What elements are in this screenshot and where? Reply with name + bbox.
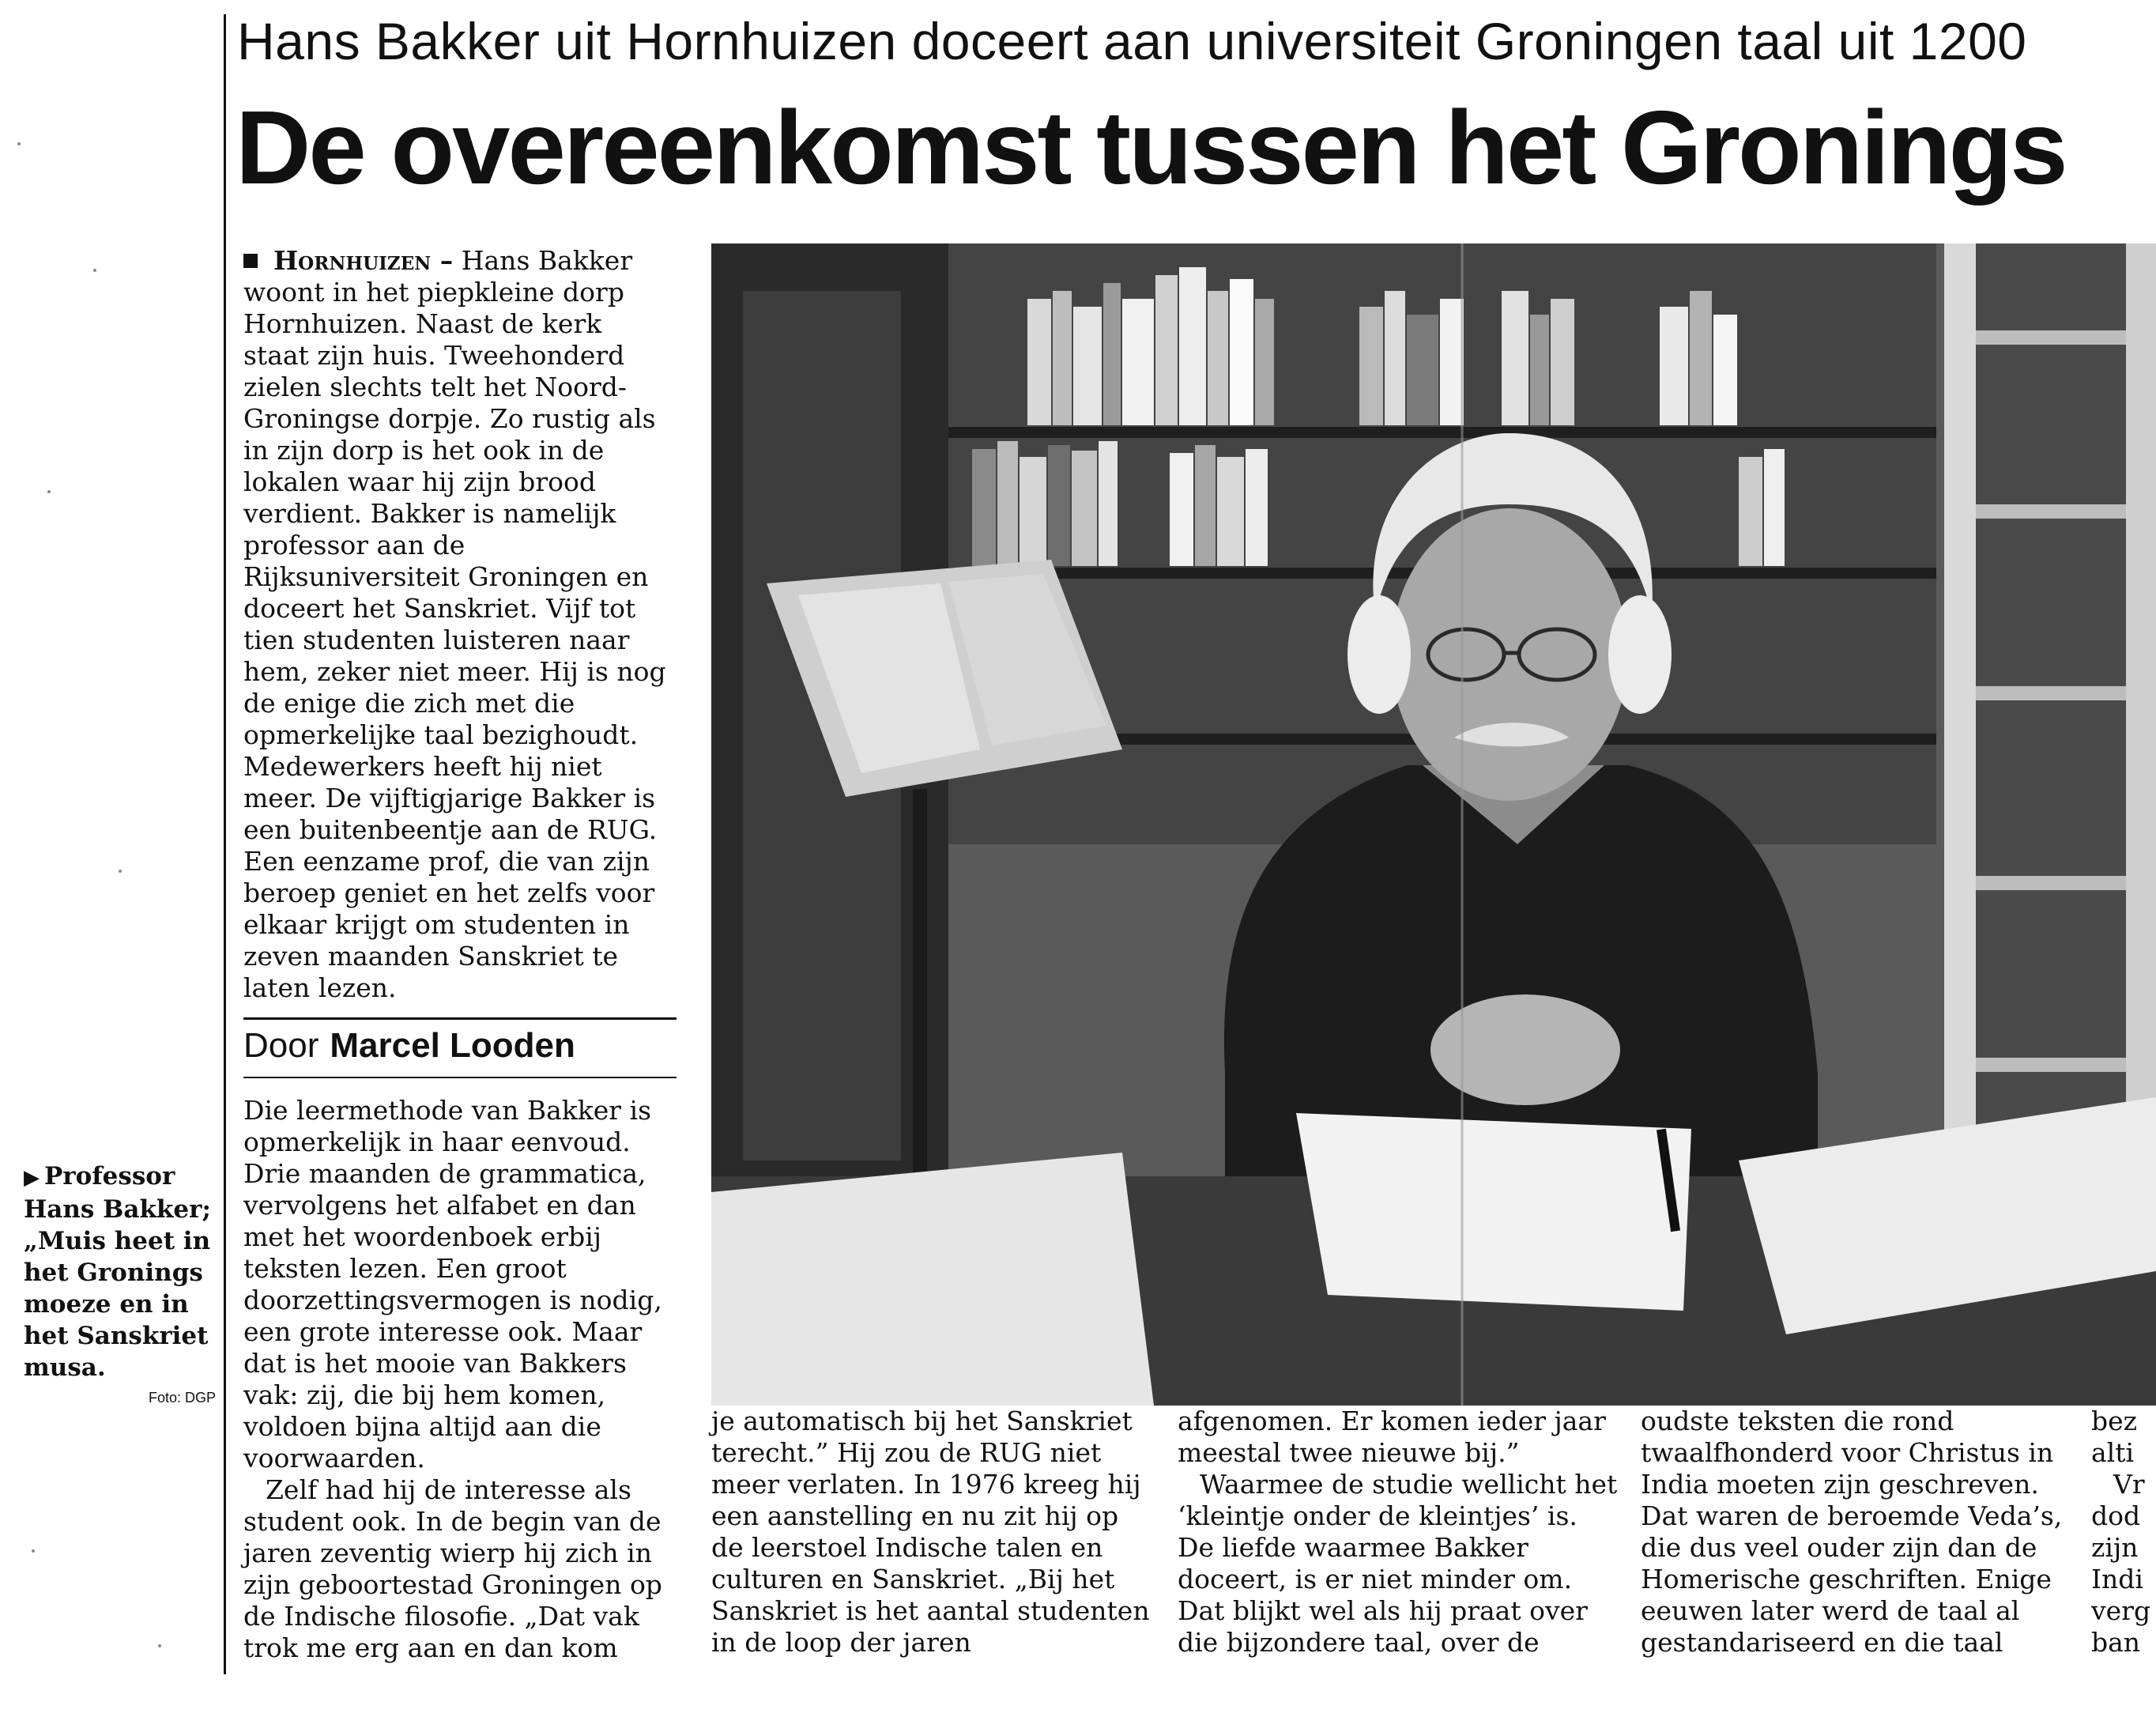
article-column-2 [711,1406,1154,1659]
caption-line: moeze en in [24,1290,189,1319]
scan-speck [17,142,21,145]
caption-line: Hans Bakker; [24,1195,211,1224]
body-fragment: dod [2091,1500,2141,1531]
article-column-3 [1178,1406,1620,1659]
scan-speck [93,269,96,272]
body-fragment: ban [2091,1627,2141,1658]
photo-credit: Foto: DGP [149,1390,217,1406]
scan-speck [32,1549,35,1553]
scan-speck [158,1644,161,1647]
article-column-1 [243,1095,678,1664]
bullet-square-icon [243,254,258,268]
article-column-5 [2091,1406,2156,1659]
photo-caption [24,1160,221,1383]
body-fragment: alti [2091,1437,2135,1468]
caption-line: het Sanskriet [24,1322,209,1350]
body-paragraph: Die leermethode van Bakker is opmerkelijk in haar eenvoud. Drie maanden de grammatica, vervolgens het alfabet en dan met het woordenboek erbij teksten lezen. Een groot doorzettingsvermogen is nodig, een grote interesse ook. Maar dat is het mooie van Bakkers vak: zij, die bij hem komen, voldoen bijna altijd aan die voorwaarden. [243,1095,662,1474]
body-fragment: bez [2091,1406,2138,1436]
byline [243,1026,677,1066]
caption-line: het Gronings [24,1259,203,1287]
column-rule [224,14,226,1674]
lead-text: Hans Bakker woont in het piepkleine dorp Hornhuizen. Naast de kerk staat zijn huis. Tweehonderd zielen slechts telt het Noord-Groningse dorpje. Zo rustig als in zijn dorp is het ook in de lokalen waar hij zijn brood verdient. Bakker is namelijk professor aan de Rijksuniversiteit Groningen en doceert het Sanskriet. Vijf tot tien studenten luisteren naar hem, zeker niet meer. Hij is nog de enige die zich met die opmerkelijke taal bezighoudt. Medewerkers heeft hij niet meer. De vijftigjarige Bakker is een buitenbeentje aan de RUG. Een eenzame prof, die van zijn beroep geniet en het zelfs voor elkaar krijgt om studenten in zeven maanden Sanskriet te laten lezen. [243,245,666,1003]
body-paragraph: Waarmee de studie wellicht het ‘kleintje onder de kleintjes’ is. De liefde waarmee Bakker doceert, is er niet minder om. Dat blijkt wel als hij praat over die bijzondere taal, over de [1178,1469,1618,1658]
article-kicker: Hans Bakker uit Hornhuizen doceert aan universiteit Groningen taal uit 1200 [237,12,2027,70]
body-paragraph: oudste teksten die rond twaalfhonderd voor Christus in India moeten zijn geschreven. Dat waren de beroemde Veda’s, die dus veel ouder zijn dan de Homerische geschriften. Enige eeuwen later werd de taal al gestandariseerd en die taal [1641,1406,2063,1658]
caption-line: musa. [24,1353,106,1382]
article-lead [243,245,674,1004]
article-column-4 [1641,1406,2083,1659]
body-paragraph: je automatisch bij het Sanskriet terecht.” Hij zou de RUG niet meer verlaten. In 1976 kreeg hij een aanstelling en nu zit hij op de leerstoel Indische talen en culturen en Sanskriet. „Bij het Sanskriet is het aantal studenten in de loop der jaren [711,1406,1150,1658]
article-photo [711,243,2156,1406]
article-headline: De overeenkomst tussen het Gronings [236,89,2066,206]
caption-line: „Muis heet in [24,1227,211,1255]
body-fragment: Vr [2113,1469,2145,1500]
body-paragraph: Zelf had hij de interesse als student ook. In de begin van de jaren zeventig wierp hij zich in zijn geboortestad Groningen op de Indische filosofie. „Dat vak trok me erg aan en dan kom [243,1474,662,1663]
dateline: Hornhuizen – [273,245,454,276]
scan-speck [119,870,122,873]
scan-speck [47,490,51,493]
byline-rule-top [243,1017,677,1020]
body-paragraph: afgenomen. Er komen ieder jaar meestal twee nieuwe bij.” [1178,1406,1606,1468]
body-fragment: Indi [2091,1564,2143,1594]
caption-line: Professor [44,1162,175,1191]
byline-prefix: Door [243,1026,319,1065]
byline-rule-bottom [243,1077,677,1078]
byline-author: Marcel Looden [330,1026,575,1065]
body-fragment: verg [2091,1595,2151,1626]
body-fragment: zijn [2091,1532,2139,1563]
triangle-right-icon: ▶ [24,1166,40,1190]
